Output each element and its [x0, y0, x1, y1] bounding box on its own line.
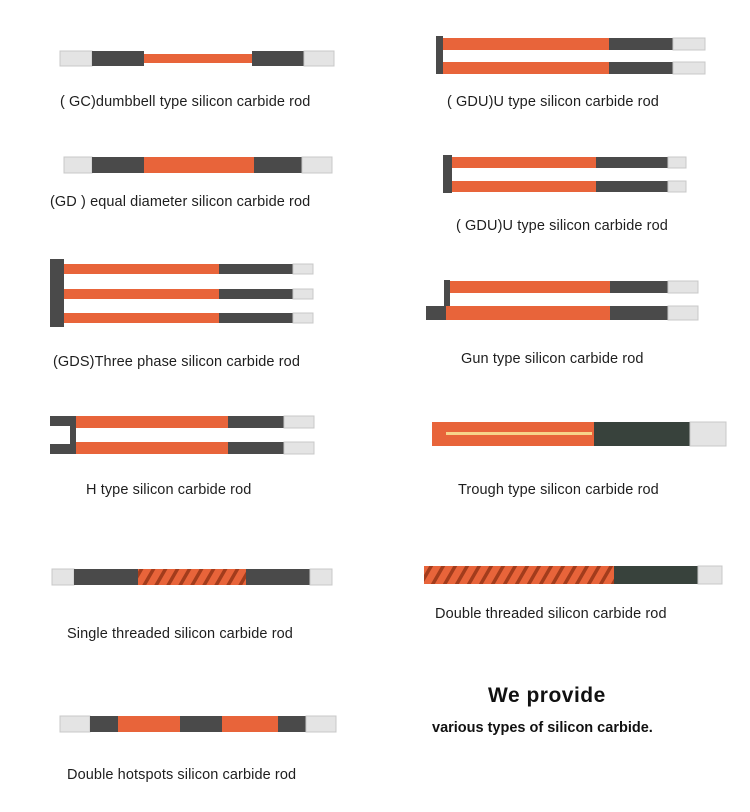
double-threaded-rod: [424, 566, 722, 584]
trough-type-rod: [432, 422, 726, 446]
caption-gc: ( GC)dumbbell type silicon carbide rod: [60, 94, 311, 110]
tagline-title: We provide: [488, 684, 606, 707]
single-threaded-rod: [52, 569, 332, 585]
caption-h: H type silicon carbide rod: [86, 482, 252, 498]
gdu-u-rod-1: [436, 36, 705, 74]
h-type-rod: [50, 416, 314, 454]
caption-gds: (GDS)Three phase silicon carbide rod: [53, 354, 300, 370]
tagline-subtitle: various types of silicon carbide.: [432, 720, 653, 736]
caption-single-threaded: Single threaded silicon carbide rod: [67, 626, 293, 642]
caption-gun: Gun type silicon carbide rod: [461, 351, 644, 367]
gds-three-phase-rod: [50, 259, 313, 327]
caption-double-threaded: Double threaded silicon carbide rod: [435, 606, 667, 622]
caption-gdu-2: ( GDU)U type silicon carbide rod: [456, 218, 668, 234]
gun-type-rod: [426, 280, 698, 320]
caption-trough: Trough type silicon carbide rod: [458, 482, 659, 498]
gd-equal-diameter-rod: [64, 157, 332, 173]
gc-dumbbell-rod: [60, 51, 334, 66]
double-hotspots-rod: [60, 716, 336, 732]
caption-double-hotspots: Double hotspots silicon carbide rod: [67, 767, 297, 783]
caption-gdu-1: ( GDU)U type silicon carbide rod: [447, 94, 659, 110]
caption-gd: (GD ) equal diameter silicon carbide rod: [50, 194, 311, 210]
gdu-u-rod-2: [443, 155, 686, 193]
